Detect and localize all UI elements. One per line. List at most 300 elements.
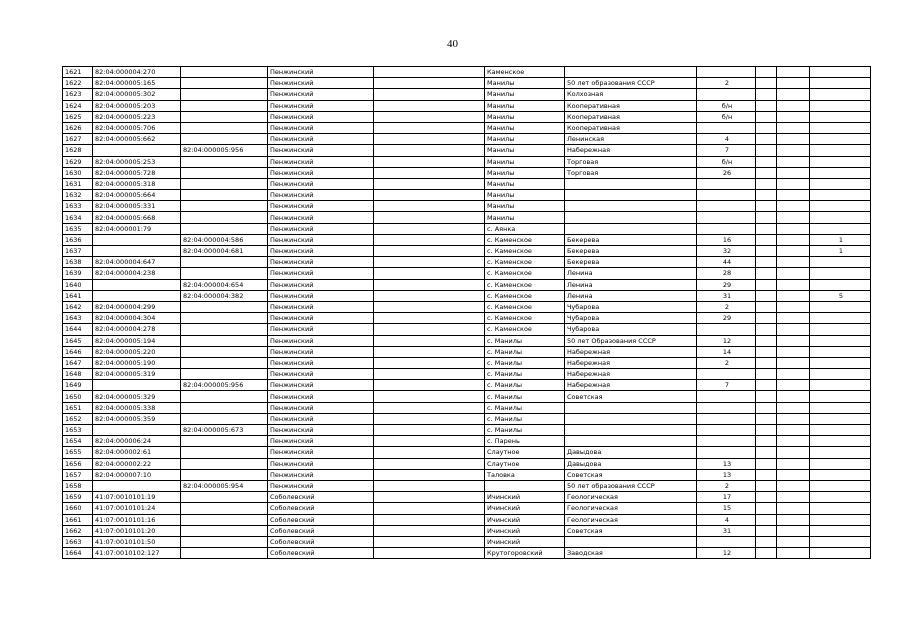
extra-column-1-cell: [756, 290, 777, 301]
extra-column-2-cell: [777, 167, 810, 178]
table-row: [63, 380, 871, 391]
extra-column-3-cell: [810, 425, 871, 436]
cadastral-number-cell: 82:04:000005:220: [93, 346, 181, 357]
cadastral-number-cell: 82:04:000005:359: [93, 413, 181, 424]
table-row: [63, 458, 871, 469]
extra-column-2-cell: [777, 134, 810, 145]
row-number-cell: 1645: [63, 335, 93, 346]
house-number-cell: 7: [697, 145, 756, 156]
district-cell: Пенжинский: [268, 369, 374, 380]
blank-column-cell: [374, 413, 485, 424]
house-number-cell: 14: [697, 346, 756, 357]
house-number-cell: [697, 447, 756, 458]
table-row: [63, 67, 871, 78]
cadastral-number-cell: 82:04:000005:319: [93, 369, 181, 380]
cadastral-number-alt-cell: 82:04:000005:956: [181, 380, 268, 391]
blank-column-cell: [374, 78, 485, 89]
table-row: [63, 111, 871, 122]
district-cell: Пенжинский: [268, 436, 374, 447]
extra-column-1-cell: [756, 111, 777, 122]
row-number-cell: 1638: [63, 257, 93, 268]
settlement-cell: с. Манилы: [485, 357, 565, 368]
blank-column-cell: [374, 268, 485, 279]
row-number-cell: 1622: [63, 78, 93, 89]
extra-column-1-cell: [756, 458, 777, 469]
blank-column-cell: [374, 480, 485, 491]
extra-column-3-cell: [810, 111, 871, 122]
cadastral-number-alt-cell: [181, 100, 268, 111]
row-number-cell: 1661: [63, 514, 93, 525]
table-row: [63, 290, 871, 301]
blank-column-cell: [374, 89, 485, 100]
extra-column-2-cell: [777, 458, 810, 469]
district-cell: Соболевский: [268, 492, 374, 503]
extra-column-1-cell: [756, 223, 777, 234]
extra-column-1-cell: [756, 514, 777, 525]
district-cell: Пенжинский: [268, 201, 374, 212]
district-cell: Пенжинский: [268, 447, 374, 458]
settlement-cell: с. Манилы: [485, 391, 565, 402]
row-number-cell: 1642: [63, 301, 93, 312]
extra-column-2-cell: [777, 402, 810, 413]
house-number-cell: 13: [697, 469, 756, 480]
extra-column-2-cell: [777, 357, 810, 368]
extra-column-2-cell: [777, 436, 810, 447]
blank-column-cell: [374, 369, 485, 380]
row-number-cell: 1650: [63, 391, 93, 402]
cadastral-number-alt-cell: [181, 89, 268, 100]
street-cell: Торговая: [565, 167, 697, 178]
district-cell: Пенжинский: [268, 458, 374, 469]
cadastral-number-alt-cell: 82:04:000005:956: [181, 145, 268, 156]
extra-column-3-cell: [810, 190, 871, 201]
cadastral-number-cell: 82:04:000006:24: [93, 436, 181, 447]
street-cell: Ленинская: [565, 134, 697, 145]
cadastral-number-alt-cell: [181, 178, 268, 189]
extra-column-1-cell: [756, 301, 777, 312]
house-number-cell: [697, 67, 756, 78]
district-cell: Пенжинский: [268, 469, 374, 480]
settlement-cell: Манилы: [485, 134, 565, 145]
street-cell: [565, 425, 697, 436]
table-row: [63, 402, 871, 413]
row-number-cell: 1656: [63, 458, 93, 469]
extra-column-2-cell: [777, 257, 810, 268]
extra-column-2-cell: [777, 324, 810, 335]
extra-column-3-cell: [810, 89, 871, 100]
street-cell: Заводская: [565, 548, 697, 559]
street-cell: Чубарова: [565, 313, 697, 324]
row-number-cell: 1659: [63, 492, 93, 503]
district-cell: Соболевский: [268, 525, 374, 536]
row-number-cell: 1639: [63, 268, 93, 279]
extra-column-3-cell: [810, 536, 871, 547]
settlement-cell: с. Манилы: [485, 335, 565, 346]
table-row: [63, 525, 871, 536]
street-cell: 50 лет Образования СССР: [565, 335, 697, 346]
row-number-cell: 1658: [63, 480, 93, 491]
row-number-cell: 1655: [63, 447, 93, 458]
house-number-cell: [697, 391, 756, 402]
street-cell: Советская: [565, 525, 697, 536]
extra-column-3-cell: [810, 492, 871, 503]
street-cell: Советская: [565, 469, 697, 480]
row-number-cell: 1637: [63, 246, 93, 257]
district-cell: Пенжинский: [268, 111, 374, 122]
blank-column-cell: [374, 67, 485, 78]
house-number-cell: 2: [697, 301, 756, 312]
blank-column-cell: [374, 548, 485, 559]
street-cell: Колхозная: [565, 89, 697, 100]
street-cell: Кооперативная: [565, 100, 697, 111]
street-cell: [565, 402, 697, 413]
cadastral-number-cell: 82:04:000005:190: [93, 357, 181, 368]
settlement-cell: Ичинский: [485, 503, 565, 514]
row-number-cell: 1649: [63, 380, 93, 391]
district-cell: Соболевский: [268, 536, 374, 547]
cadastral-number-alt-cell: [181, 369, 268, 380]
table-row: [63, 89, 871, 100]
street-cell: Ленина: [565, 268, 697, 279]
extra-column-2-cell: [777, 67, 810, 78]
settlement-cell: с. Каменское: [485, 257, 565, 268]
extra-column-3-cell: [810, 458, 871, 469]
cadastral-number-cell: 41:07:0010101:50: [93, 536, 181, 547]
house-number-cell: 7: [697, 380, 756, 391]
cadastral-number-alt-cell: 82:04:000005:673: [181, 425, 268, 436]
blank-column-cell: [374, 525, 485, 536]
district-cell: Пенжинский: [268, 156, 374, 167]
street-cell: [565, 212, 697, 223]
cadastral-number-alt-cell: [181, 413, 268, 424]
table-row: [63, 178, 871, 189]
row-number-cell: 1625: [63, 111, 93, 122]
settlement-cell: с. Аянка: [485, 223, 565, 234]
extra-column-2-cell: [777, 178, 810, 189]
settlement-cell: Манилы: [485, 145, 565, 156]
settlement-cell: [485, 480, 565, 491]
row-number-cell: 1628: [63, 145, 93, 156]
cadastral-number-alt-cell: [181, 503, 268, 514]
row-number-cell: 1648: [63, 369, 93, 380]
house-number-cell: б/н: [697, 111, 756, 122]
street-cell: Геологическая: [565, 514, 697, 525]
row-number-cell: 1623: [63, 89, 93, 100]
house-number-cell: [697, 122, 756, 133]
extra-column-3-cell: [810, 503, 871, 514]
cadastral-number-alt-cell: [181, 458, 268, 469]
row-number-cell: 1646: [63, 346, 93, 357]
row-number-cell: 1664: [63, 548, 93, 559]
blank-column-cell: [374, 324, 485, 335]
extra-column-3-cell: [810, 201, 871, 212]
house-number-cell: 2: [697, 357, 756, 368]
house-number-cell: 28: [697, 268, 756, 279]
blank-column-cell: [374, 190, 485, 201]
row-number-cell: 1629: [63, 156, 93, 167]
row-number-cell: 1643: [63, 313, 93, 324]
table-row: [63, 190, 871, 201]
extra-column-3-cell: [810, 514, 871, 525]
blank-column-cell: [374, 357, 485, 368]
extra-column-3-cell: [810, 78, 871, 89]
table-row: [63, 447, 871, 458]
table-row: [63, 234, 871, 245]
house-number-cell: [697, 89, 756, 100]
cadastral-number-cell: 41:07:0010101:24: [93, 503, 181, 514]
extra-column-1-cell: [756, 201, 777, 212]
extra-column-1-cell: [756, 156, 777, 167]
blank-column-cell: [374, 436, 485, 447]
cadastral-number-cell: 82:04:000005:318: [93, 178, 181, 189]
extra-column-3-cell: [810, 134, 871, 145]
extra-column-3-cell: 1: [810, 234, 871, 245]
table-row: [63, 156, 871, 167]
street-cell: Чубарова: [565, 301, 697, 312]
cadastral-number-alt-cell: [181, 324, 268, 335]
extra-column-1-cell: [756, 369, 777, 380]
house-number-cell: [697, 436, 756, 447]
cadastral-number-cell: [93, 380, 181, 391]
cadastral-number-alt-cell: [181, 201, 268, 212]
extra-column-2-cell: [777, 425, 810, 436]
settlement-cell: с. Манилы: [485, 380, 565, 391]
settlement-cell: Манилы: [485, 201, 565, 212]
cadastral-number-cell: 82:04:000005:662: [93, 134, 181, 145]
table-row: [63, 257, 871, 268]
extra-column-1-cell: [756, 67, 777, 78]
row-number-cell: 1640: [63, 279, 93, 290]
extra-column-2-cell: [777, 492, 810, 503]
table-row: [63, 313, 871, 324]
cadastral-number-alt-cell: [181, 313, 268, 324]
extra-column-3-cell: [810, 436, 871, 447]
district-cell: Пенжинский: [268, 190, 374, 201]
cadastral-number-alt-cell: 82:04:000004:382: [181, 290, 268, 301]
cadastral-number-alt-cell: [181, 536, 268, 547]
extra-column-1-cell: [756, 436, 777, 447]
blank-column-cell: [374, 313, 485, 324]
house-number-cell: б/н: [697, 156, 756, 167]
table-row: [63, 346, 871, 357]
extra-column-3-cell: [810, 268, 871, 279]
settlement-cell: Ичинский: [485, 514, 565, 525]
settlement-cell: Ичинский: [485, 536, 565, 547]
street-cell: [565, 536, 697, 547]
table-row: [63, 391, 871, 402]
extra-column-1-cell: [756, 234, 777, 245]
extra-column-1-cell: [756, 178, 777, 189]
cadastral-number-cell: 82:04:000005:728: [93, 167, 181, 178]
house-number-cell: [697, 324, 756, 335]
cadastral-number-alt-cell: [181, 78, 268, 89]
cadastral-number-alt-cell: [181, 525, 268, 536]
cadastral-number-alt-cell: [181, 167, 268, 178]
cadastral-number-cell: 82:04:000002:22: [93, 458, 181, 469]
cadastral-number-cell: 82:04:000005:165: [93, 78, 181, 89]
street-cell: Набережная: [565, 357, 697, 368]
district-cell: Пенжинский: [268, 335, 374, 346]
row-number-cell: 1631: [63, 178, 93, 189]
district-cell: Пенжинский: [268, 67, 374, 78]
street-cell: Геологическая: [565, 503, 697, 514]
extra-column-1-cell: [756, 145, 777, 156]
cadastral-number-alt-cell: [181, 514, 268, 525]
extra-column-1-cell: [756, 257, 777, 268]
extra-column-3-cell: [810, 548, 871, 559]
district-cell: Соболевский: [268, 514, 374, 525]
district-cell: Соболевский: [268, 503, 374, 514]
extra-column-3-cell: [810, 380, 871, 391]
street-cell: Бекерева: [565, 246, 697, 257]
settlement-cell: Ичинский: [485, 492, 565, 503]
district-cell: Соболевский: [268, 548, 374, 559]
cadastral-number-cell: 82:04:000005:338: [93, 402, 181, 413]
house-number-cell: 12: [697, 335, 756, 346]
cadastral-number-alt-cell: [181, 492, 268, 503]
street-cell: [565, 190, 697, 201]
blank-column-cell: [374, 111, 485, 122]
extra-column-1-cell: [756, 246, 777, 257]
extra-column-1-cell: [756, 380, 777, 391]
extra-column-3-cell: [810, 402, 871, 413]
extra-column-2-cell: [777, 201, 810, 212]
blank-column-cell: [374, 447, 485, 458]
cadastral-number-cell: 82:04:000005:329: [93, 391, 181, 402]
street-cell: [565, 201, 697, 212]
extra-column-1-cell: [756, 357, 777, 368]
extra-column-3-cell: [810, 67, 871, 78]
row-number-cell: 1651: [63, 402, 93, 413]
extra-column-3-cell: [810, 369, 871, 380]
cadastral-number-alt-cell: [181, 223, 268, 234]
settlement-cell: с. Парень: [485, 436, 565, 447]
house-number-cell: б/н: [697, 100, 756, 111]
table-row: [63, 492, 871, 503]
street-cell: 50 лет образования СССР: [565, 78, 697, 89]
extra-column-2-cell: [777, 156, 810, 167]
extra-column-2-cell: [777, 122, 810, 133]
district-cell: Пенжинский: [268, 425, 374, 436]
district-cell: Пенжинский: [268, 234, 374, 245]
cadastral-number-cell: 82:04:000005:253: [93, 156, 181, 167]
cadastral-number-cell: 41:07:0010101:20: [93, 525, 181, 536]
settlement-cell: Манилы: [485, 111, 565, 122]
cadastral-number-cell: 82:04:000005:331: [93, 201, 181, 212]
cadastral-number-alt-cell: [181, 257, 268, 268]
settlement-cell: Манилы: [485, 89, 565, 100]
cadastral-number-alt-cell: [181, 391, 268, 402]
district-cell: Пенжинский: [268, 380, 374, 391]
extra-column-1-cell: [756, 413, 777, 424]
extra-column-1-cell: [756, 190, 777, 201]
extra-column-1-cell: [756, 425, 777, 436]
extra-column-3-cell: [810, 525, 871, 536]
extra-column-2-cell: [777, 469, 810, 480]
street-cell: Ленина: [565, 279, 697, 290]
house-number-cell: [697, 190, 756, 201]
extra-column-1-cell: [756, 548, 777, 559]
house-number-cell: [697, 178, 756, 189]
district-cell: Пенжинский: [268, 167, 374, 178]
settlement-cell: Манилы: [485, 100, 565, 111]
extra-column-2-cell: [777, 447, 810, 458]
registry-table-body: [63, 67, 871, 559]
table-row: [63, 413, 871, 424]
blank-column-cell: [374, 145, 485, 156]
row-number-cell: 1635: [63, 223, 93, 234]
blank-column-cell: [374, 514, 485, 525]
blank-column-cell: [374, 290, 485, 301]
cadastral-number-alt-cell: 82:04:000004:586: [181, 234, 268, 245]
settlement-cell: Манилы: [485, 156, 565, 167]
table-row: [63, 503, 871, 514]
district-cell: Пенжинский: [268, 301, 374, 312]
extra-column-3-cell: [810, 167, 871, 178]
extra-column-2-cell: [777, 413, 810, 424]
table-row: [63, 122, 871, 133]
cadastral-number-cell: 82:04:000005:194: [93, 335, 181, 346]
settlement-cell: с. Каменское: [485, 313, 565, 324]
table-row: [63, 357, 871, 368]
district-cell: Пенжинский: [268, 279, 374, 290]
table-row: [63, 536, 871, 547]
extra-column-3-cell: 5: [810, 290, 871, 301]
cadastral-number-cell: [93, 145, 181, 156]
cadastral-number-cell: [93, 480, 181, 491]
extra-column-1-cell: [756, 447, 777, 458]
district-cell: Пенжинский: [268, 134, 374, 145]
cadastral-number-alt-cell: [181, 447, 268, 458]
extra-column-1-cell: [756, 313, 777, 324]
street-cell: Ленина: [565, 290, 697, 301]
extra-column-3-cell: [810, 145, 871, 156]
settlement-cell: Слаутное: [485, 447, 565, 458]
table-row: [63, 279, 871, 290]
row-number-cell: 1644: [63, 324, 93, 335]
extra-column-1-cell: [756, 268, 777, 279]
settlement-cell: Манилы: [485, 167, 565, 178]
extra-column-2-cell: [777, 503, 810, 514]
row-number-cell: 1636: [63, 234, 93, 245]
district-cell: Пенжинский: [268, 480, 374, 491]
cadastral-number-cell: 82:04:000007:10: [93, 469, 181, 480]
row-number-cell: 1627: [63, 134, 93, 145]
settlement-cell: с. Манилы: [485, 402, 565, 413]
extra-column-1-cell: [756, 492, 777, 503]
street-cell: 50 лет образования СССР: [565, 480, 697, 491]
extra-column-2-cell: [777, 223, 810, 234]
extra-column-2-cell: [777, 480, 810, 491]
table-row: [63, 301, 871, 312]
house-number-cell: [697, 212, 756, 223]
cadastral-number-cell: 82:04:000005:302: [93, 89, 181, 100]
extra-column-2-cell: [777, 290, 810, 301]
house-number-cell: 44: [697, 257, 756, 268]
extra-column-1-cell: [756, 402, 777, 413]
district-cell: Пенжинский: [268, 391, 374, 402]
district-cell: Пенжинский: [268, 246, 374, 257]
cadastral-number-cell: 82:04:000005:203: [93, 100, 181, 111]
table-row: [63, 145, 871, 156]
house-number-cell: [697, 201, 756, 212]
cadastral-number-cell: [93, 290, 181, 301]
blank-column-cell: [374, 134, 485, 145]
table-row: [63, 548, 871, 559]
street-cell: [565, 436, 697, 447]
district-cell: Пенжинский: [268, 78, 374, 89]
registry-table: [62, 66, 871, 559]
